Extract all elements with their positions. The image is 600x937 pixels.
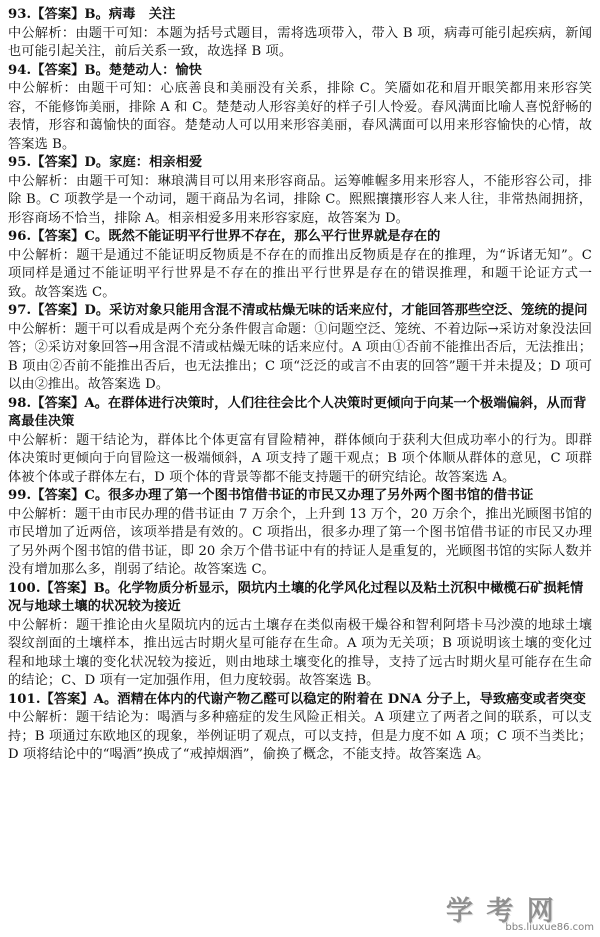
analysis-paragraph: 中公解析：由题干可知：心底善良和美丽没有关系，排除 C。笑靥如花和眉开眼笑都用来形容笑容，不能修饰美丽，排除 A 和 C。楚楚动人形容美好的样子引人怜爱。春风满面比喻人喜悦舒畅的表情，形容和蔼愉快的面容。楚楚动人可以用来形容美丽，春风满面可以用来形容愉快的心情，故答案选 B。	[8, 81, 592, 152]
question-item	[8, 395, 592, 488]
question-item	[8, 691, 592, 765]
watermark-url: bbs.liuxue86.com	[505, 922, 594, 933]
analysis-paragraph: 中公解析：题干是通过不能证明反物质是不存在的而推出反物质是存在的推理，为“诉诸无知”。C 项同样是通过不能证明平行世界是不存在的推出平行世界是存在的错误推理，和题干论证方式一致。故答案选 C。	[8, 247, 592, 300]
analysis-paragraph: 中公解析：题干推论由火星陨坑内的远古土壤存在类似南极干燥谷和智利阿塔卡马沙漠的地球土壤裂纹剖面的土壤样本，推出远古时期火星可能存在生命。A 项为无关项；B 项说明该土壤的变化过程和地球土壤的变化状况较为接近，则由地球土壤变化的推导，支持了远古时期火星可能存在生命的结论；C、D 项有一定加强作用，但力度较弱。故答案选 B。	[8, 617, 592, 688]
analysis-paragraph: 中公解析：题干结论为：喝酒与多种癌症的发生风险正相关。A 项建立了两者之间的联系，可以支持；B 项通过东欧地区的现象，举例证明了观点，可以支持，但是力度不如 A 项；C 项不当类比；D 项将结论中的“喝酒”换成了“戒掉烟酒”，偷换了概念，不能支持。故答案选 A。	[8, 710, 592, 762]
answer-line: 95.【答案】D。家庭：相亲相爱	[8, 155, 203, 170]
answer-line: 93.【答案】B。病毒 关注	[8, 7, 176, 22]
question-item	[8, 228, 592, 302]
analysis-paragraph: 中公解析：题干可以看成是两个充分条件假言命题：①问题空泛、笼统、不着边际→采访对象没法回答；②采访对象回答→用含混不清或枯燥无味的话来应付。A 项由①否前不能推出否后，无法推出；B 项由②否前不能推出否后，也无法推出；C 项“泛泛的或言不由衷的回答”题干并未提及；D 项可以由②推出。故答案选 D。	[8, 321, 592, 392]
watermark	[446, 889, 596, 933]
answer-line: 94.【答案】B。楚楚动人：愉快	[8, 62, 202, 78]
analysis-paragraph: 中公解析：由题干可知：本题为括号式题目，需将选项带入，带入 B 项，病毒可能引起疾病，新闻也可能引起关注，前后关系一致，故选择 B 项。	[8, 25, 592, 59]
answer-line: 100.【答案】B。化学物质分析显示，陨坑内土壤的化学风化过程以及粘土沉积中橄榄石矿损耗情况与地球土壤的状况较为接近	[8, 580, 584, 614]
answer-line: 99.【答案】C。很多办理了第一个图书馆借书证的市民又办理了另外两个图书馆的借书证	[8, 488, 534, 503]
answer-analysis-document	[8, 6, 592, 765]
watermark-logo: 学 考 网	[446, 896, 556, 927]
question-item	[8, 487, 592, 580]
answer-line: 101.【答案】A。酒精在体内的代谢产物乙醛可以稳定的附着在 DNA 分子上，导致癌变或者突变	[8, 691, 586, 707]
analysis-paragraph: 中公解析：由题干可知：琳琅满目可以用来形容商品。运筹帷幄多用来形容人，不能形容公司，排除 B。C 项教学是一个动词，题干商品为名词，排除 C。熙熙攘攘形容人来人往，非常热闹拥挤，形容商场不恰当，排除 A。相亲相爱多用来形容家庭，故答案为 D。	[8, 173, 592, 226]
question-item	[8, 302, 592, 395]
analysis-paragraph: 中公解析：题干由市民办理的借书证由 7 万余个，上升到 13 万个，20 万余个，推出光顾图书馆的市民增加了近两倍，该项举措是有效的。C 项指出，很多办理了第一个图书馆借书证的市民又办理了另外两个图书馆的借书证，即 20 余万个借书证中有的持证人是重复的，光顾图书馆的实际人数并没有增加那么多，削弱了结论。故答案选 C。	[8, 506, 592, 577]
analysis-paragraph: 中公解析：题干结论为，群体比个体更富有冒险精神，群体倾向于获利大但成功率小的行为。即群体决策时更倾向于向冒险这一极端倾斜，A 项支持了题干观点；B 项个体顺从群体的意见，C 项群体被个体或子群体左右，D 项个体的背景等都不能支持题干的研究结论。故答案选 A。	[8, 432, 592, 485]
question-item	[8, 6, 592, 62]
answer-line: 96.【答案】C。既然不能证明平行世界不存在，那么平行世界就是存在的	[8, 229, 441, 244]
question-item	[8, 62, 592, 155]
question-item	[8, 580, 592, 691]
answer-line: 98.【答案】A。在群体进行决策时，人们往往会比个人决策时更倾向于向某一个极端偏斜，从而背离最佳决策	[8, 395, 587, 429]
answer-line: 97.【答案】D。采访对象只能用含混不清或枯燥无味的话来应付，才能回答那些空泛、笼统的提问	[8, 303, 588, 318]
question-item	[8, 154, 592, 228]
